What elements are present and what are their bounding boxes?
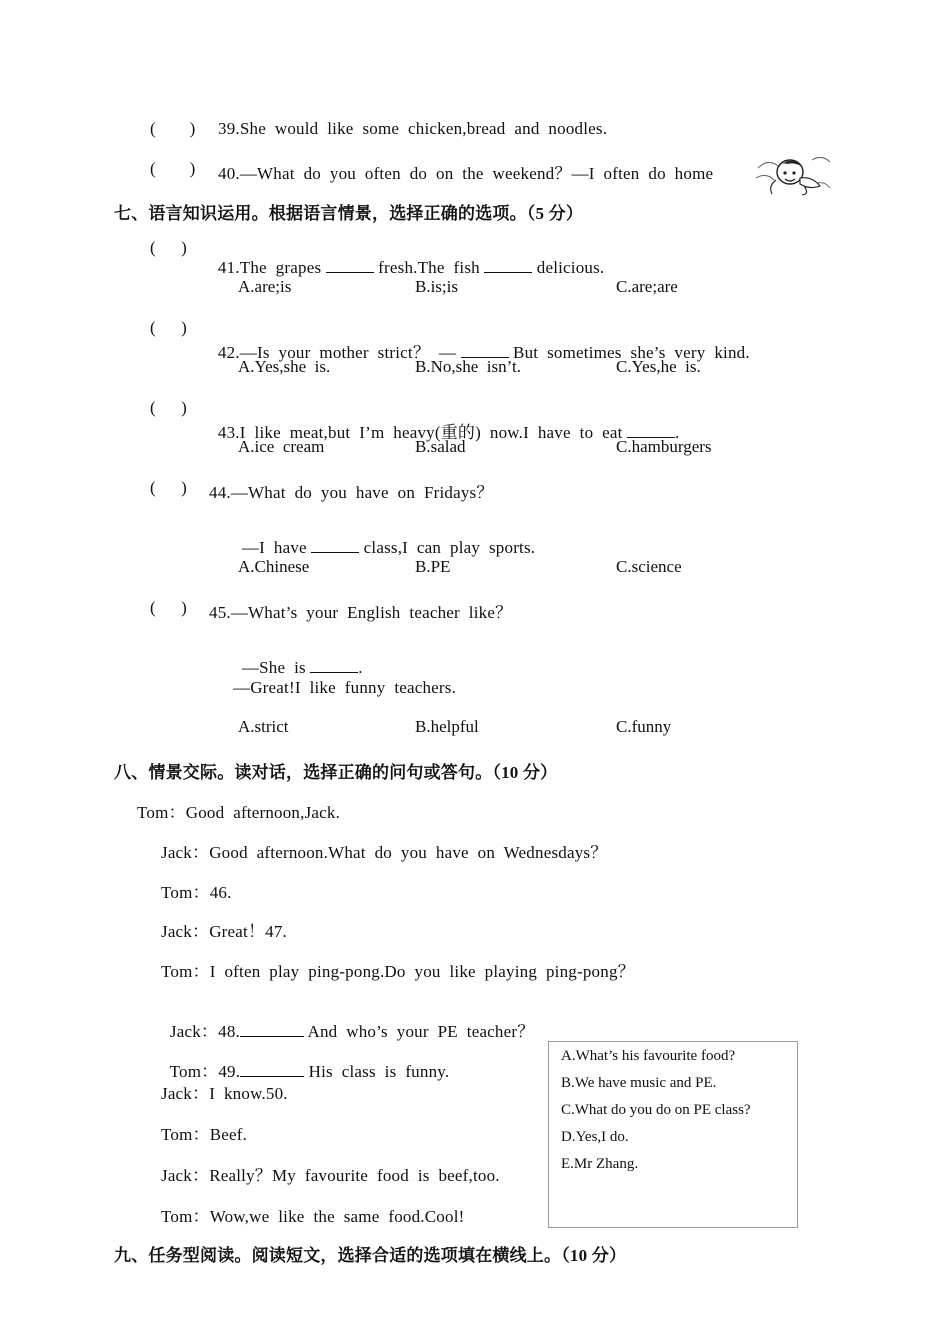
dialog-line-7 bbox=[161, 1037, 449, 1082]
option-41-c: C.are;are bbox=[616, 277, 678, 296]
option-44-b: B.PE bbox=[415, 557, 451, 576]
blank-45 bbox=[310, 658, 358, 673]
dialog-line-8: Jack：I know.50. bbox=[161, 1084, 288, 1103]
dialog-line-1: Tom：Good afternoon,Jack. bbox=[137, 803, 341, 822]
choice-b: B.We have music and PE. bbox=[561, 1075, 717, 1091]
question-44-response-a: —I have bbox=[241, 538, 312, 557]
dialog-line-5: Tom：I often play ping-pong.Do you like playing ping-pong？ bbox=[161, 962, 635, 981]
choice-e: E.Mr Zhang. bbox=[561, 1156, 639, 1172]
choice-d: D.Yes,I do. bbox=[561, 1129, 629, 1145]
question-45-response-b: . bbox=[358, 658, 363, 677]
blank-41b bbox=[484, 258, 532, 273]
option-42-b: B.No,she isn’t. bbox=[415, 357, 521, 376]
dialog-line-6-tail: And who’s your PE teacher？ bbox=[303, 1022, 535, 1041]
dialog-line-11: Tom：Wow,we like the same food.Cool! bbox=[161, 1207, 465, 1226]
dialog-line-3: Tom：46. bbox=[161, 883, 232, 902]
question-45-response bbox=[233, 638, 363, 678]
question-40: 40.—What do you often do on the weekend？—I often do home bbox=[218, 164, 714, 183]
question-45-response-a: —She is bbox=[241, 658, 311, 677]
question-41-part-a: 41.The grapes bbox=[217, 258, 326, 277]
dialog-line-4: Jack：Great！47. bbox=[161, 922, 288, 941]
answer-bracket-41[interactable]: ( ) bbox=[150, 238, 187, 257]
option-45-c: C.funny bbox=[616, 717, 672, 736]
dialog-line-2: Jack：Good afternoon.What do you have on Wednesdays？ bbox=[161, 843, 608, 862]
option-45-a: A.strict bbox=[238, 717, 289, 736]
choice-a: A.What’s his favourite food? bbox=[561, 1048, 736, 1064]
dialog-line-7-tail: His class is funny. bbox=[304, 1062, 450, 1081]
option-41-a: A.are;is bbox=[238, 277, 292, 296]
option-43-b: B.salad bbox=[415, 437, 466, 456]
blank-41a bbox=[326, 258, 374, 273]
dialog-line-7-text: Tom：49. bbox=[169, 1062, 241, 1081]
answer-bracket-40[interactable]: ( ) bbox=[150, 159, 196, 178]
answer-bracket-44[interactable]: ( ) bbox=[150, 478, 187, 497]
option-41-b: B.is;is bbox=[415, 277, 458, 296]
question-43-part-a: 43.I like meat,but I’m heavy(重的) now.I have to eat bbox=[217, 423, 628, 442]
option-43-a: A.ice cream bbox=[238, 437, 325, 456]
section-7-heading: 七、语言知识运用。根据语言情景，选择正确的选项。（5 分） bbox=[114, 204, 584, 223]
option-42-c: C.Yes,he is. bbox=[616, 357, 701, 376]
cartoon-kid-illustration bbox=[754, 150, 832, 196]
option-45-b: B.helpful bbox=[415, 717, 479, 736]
question-44: 44.—What do you have on Fridays？ bbox=[209, 483, 494, 502]
blank-48 bbox=[240, 1022, 304, 1037]
section-9-heading: 九、任务型阅读。阅读短文，选择合适的选项填在横线上。（10 分） bbox=[114, 1246, 627, 1265]
question-42-part-a: 42.—Is your mother strict？ — bbox=[217, 343, 461, 362]
answer-bracket-39[interactable]: ( ) bbox=[150, 119, 196, 138]
answer-bracket-42[interactable]: ( ) bbox=[150, 318, 187, 337]
dialog-line-10: Jack：Really？My favourite food is beef,too. bbox=[161, 1166, 500, 1185]
option-43-c: C.hamburgers bbox=[616, 437, 712, 456]
question-45-reply: —Great!I like funny teachers. bbox=[233, 678, 457, 697]
dialog-line-9: Tom：Beef. bbox=[161, 1125, 248, 1144]
question-41 bbox=[209, 238, 604, 278]
answer-bracket-45[interactable]: ( ) bbox=[150, 598, 187, 617]
dialog-line-6 bbox=[161, 997, 534, 1042]
answer-bracket-43[interactable]: ( ) bbox=[150, 398, 187, 417]
question-41-part-c: delicious. bbox=[532, 258, 605, 277]
choice-c: C.What do you do on PE class? bbox=[561, 1102, 751, 1118]
choices-box bbox=[548, 1041, 798, 1228]
question-39: 39.She would like some chicken,bread and noodles. bbox=[218, 119, 608, 138]
section-8-heading: 八、情景交际。读对话，选择正确的问句或答句。（10 分） bbox=[114, 763, 558, 782]
dialog-line-6-text: Jack：48. bbox=[169, 1022, 240, 1041]
question-44-response-b: class,I can play sports. bbox=[359, 538, 536, 557]
option-44-a: A.Chinese bbox=[238, 557, 310, 576]
question-45: 45.—What’s your English teacher like？ bbox=[209, 603, 513, 622]
blank-42 bbox=[461, 343, 509, 358]
question-42-part-b: But sometimes she’s very kind. bbox=[508, 343, 750, 362]
blank-43 bbox=[627, 423, 675, 438]
blank-44 bbox=[311, 538, 359, 553]
question-44-response bbox=[233, 518, 535, 558]
question-41-part-b: fresh.The fish bbox=[373, 258, 485, 277]
option-44-c: C.science bbox=[616, 557, 682, 576]
blank-49 bbox=[240, 1062, 304, 1077]
option-42-a: A.Yes,she is. bbox=[238, 357, 331, 376]
question-43-part-b: . bbox=[675, 423, 680, 442]
